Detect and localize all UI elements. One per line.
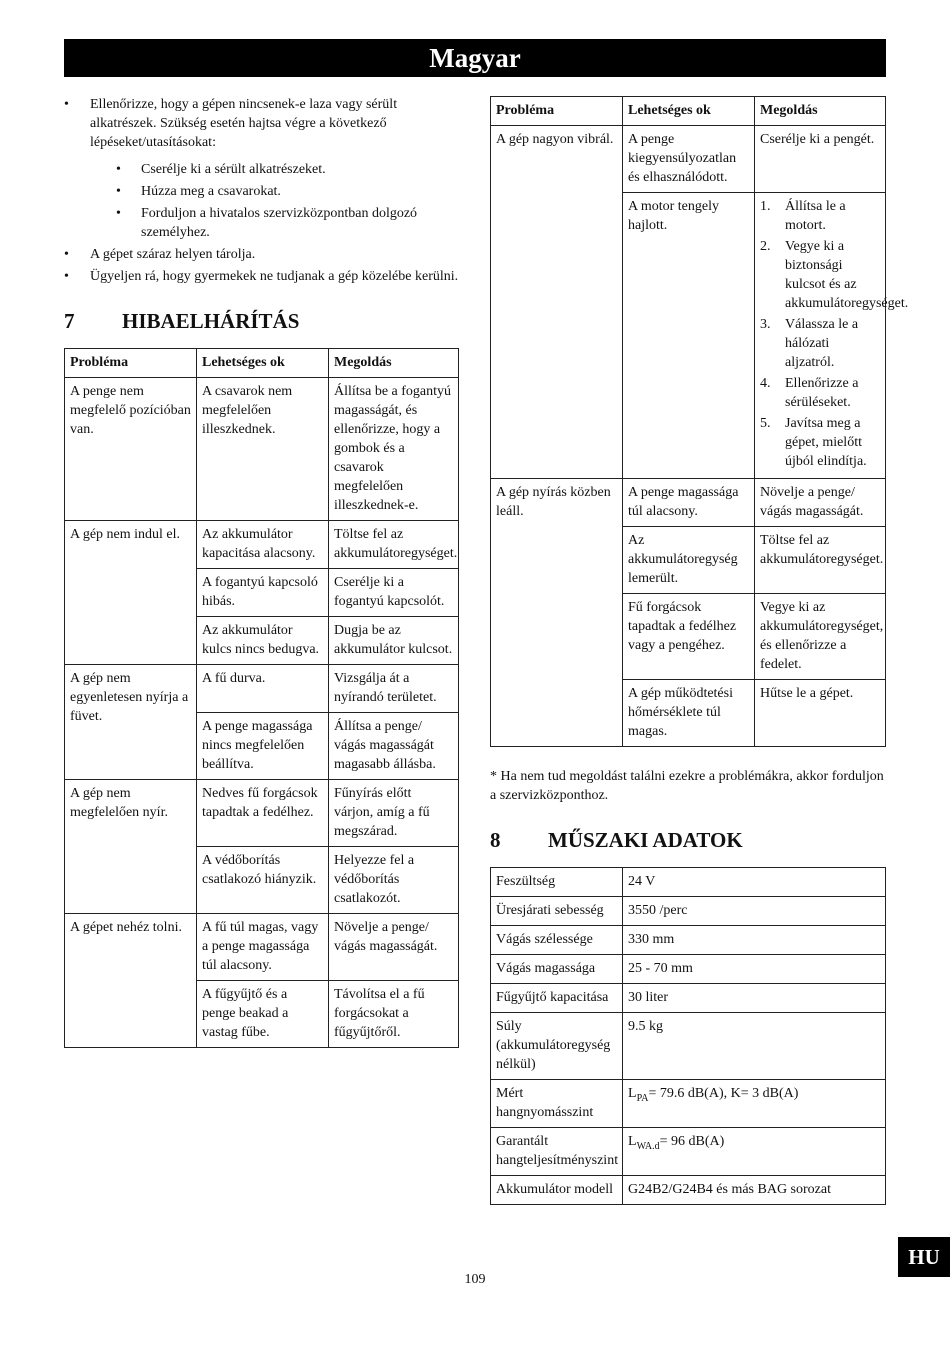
step-text: Ellenőrizze a sérüléseket. [785,376,859,410]
step-item [760,414,880,471]
troubleshooting-table-right [490,96,909,747]
spec-value: 24 V [623,868,886,897]
solution-cell: Növelje a penge/ vágás magasságát. [329,914,459,981]
step-item [760,237,909,313]
solution-cell [755,193,909,479]
cause-cell: A motor tengely hajlott. [623,193,755,479]
cause-cell: Az akkumulátor kapacitása alacsony. [197,521,329,569]
symbol: L [628,1086,637,1101]
table-row [65,914,459,981]
section-number: 7 [64,309,75,333]
cause-cell: A fű durva. [197,665,329,713]
sub-list-item: • Húzza meg a csavarokat. [116,182,459,201]
list-item: • A gépet száraz helyen tárolja. [64,245,459,264]
spec-label: Üresjárati sebesség [491,897,623,926]
cause-cell: A penge magassága nincs megfelelően beállítva. [197,713,329,780]
service-note: * Ha nem tud megoldást találni ezekre a problémákra, akkor forduljon a szervizközponthoz. [490,769,884,803]
cause-cell: Fű forgácsok tapadtak a fedélhez vagy a pengéhez. [623,594,755,680]
cause-cell: A gép működtetési hőmérséklete túl magas. [623,680,755,747]
step-item [760,197,880,235]
table-row [65,780,459,847]
symbol-subscript: WA.d [636,1140,660,1152]
section-heading-7 [64,308,459,334]
section-title: MŰSZAKI ADATOK [548,828,743,852]
solution-cell: Hűtse le a gépet. [755,680,886,747]
header-solution: Megoldás [755,97,886,126]
solution-cell: Állítsa be a fogantyú magasságát, és ellenőrizze, hogy a gombok és a csavarok megfelelően illeszkednek-e. [329,378,459,521]
spec-row [491,1176,886,1205]
spec-label: Súly (akkumulátoregység nélkül) [491,1013,623,1080]
step-text: Javítsa meg a gépet, mielőtt újból elindítja. [785,416,867,469]
spec-row [491,1080,886,1128]
list-item [64,95,459,242]
solution-cell: Fűnyírás előtt várjon, amíg a fű megszárad. [329,780,459,847]
cause-cell: A védőborítás csatlakozó hiányzik. [197,847,329,914]
spec-row [491,955,886,984]
spec-row [491,1128,886,1176]
section-title: HIBAELHÁRÍTÁS [122,309,300,333]
spec-value [623,1128,886,1176]
list-item-text: Ellenőrizze, hogy a gépen nincsenek-e laza vagy sérült alkatrészek. Szükség esetén hajtsa végre a következő lépéseket/utasításokat: [90,97,398,150]
section-heading-8 [490,827,886,853]
step-number: 4. [760,376,771,391]
step-number: 5. [760,416,771,431]
cause-cell: Nedves fű forgácsok tapadtak a fedélhez. [197,780,329,847]
cause-cell: A penge magassága túl alacsony. [623,479,755,527]
spec-label: Fűgyűjtő kapacitása [491,984,623,1013]
language-header: Magyar [64,39,886,77]
header-cause: Lehetséges ok [197,349,329,378]
header-cause: Lehetséges ok [623,97,755,126]
section-number: 8 [490,828,501,852]
step-text: Állítsa le a motort. [785,199,846,233]
solution-cell: Távolítsa el a fű forgácsokat a fűgyűjtőről. [329,981,459,1048]
sub-list-item: • Cserélje ki a sérült alkatrészeket. [116,160,459,179]
cause-cell: A fű túl magas, vagy a penge magassága túl alacsony. [197,914,329,981]
spec-value: 3550 /perc [623,897,886,926]
solution-cell: Cserélje ki a pengét. [755,126,886,193]
left-column [64,95,459,1048]
spec-label: Vágás szélessége [491,926,623,955]
spec-label: Feszültség [491,868,623,897]
header-problem: Probléma [491,97,623,126]
spec-value: G24B2/G24B4 és más BAG sorozat [623,1176,886,1205]
spec-value: 30 liter [623,984,886,1013]
header-problem: Probléma [65,349,197,378]
solution-cell: Helyezze fel a védőborítás csatlakozót. [329,847,459,914]
solution-cell: Dugja be az akkumulátor kulcsot. [329,617,459,665]
list-item: • Ügyeljen rá, hogy gyermekek ne tudjanak a gép közelébe kerülni. [64,267,459,286]
table-header-row [491,97,886,126]
table-row [491,126,886,193]
sub-list-item: • Forduljon a hivatalos szervizközpontban dolgozó személyhez. [116,204,459,242]
cause-cell: A fűgyűjtő és a penge beakad a vastag fűbe. [197,981,329,1048]
header-solution: Megoldás [329,349,459,378]
spec-value: 9.5 kg [623,1013,886,1080]
spec-value [623,1080,886,1128]
troubleshooting-table-left [64,348,459,1048]
problem-cell: A gép nem egyenletesen nyírja a füvet. [65,665,197,780]
spec-row [491,897,886,926]
problem-cell: A gépet nehéz tolni. [65,914,197,1048]
table-row [65,521,459,569]
problem-cell: A gép nagyon vibrál. [491,126,623,479]
solution-cell: Cserélje ki a fogantyú kapcsolót. [329,569,459,617]
page-number: 109 [464,1272,486,1287]
solution-cell: Vegye ki az akkumulátoregységet, és ellenőrizze a fedelet. [755,594,886,680]
table-row [65,665,459,713]
value-text: = 79.6 dB(A), K= 3 dB(A) [648,1086,799,1101]
cause-cell: Az akkumulátor kulcs nincs bedugva. [197,617,329,665]
spec-label: Mért hangnyomásszint [491,1080,623,1128]
spec-row [491,984,886,1013]
problem-cell: A gép nyírás közben leáll. [491,479,623,747]
spec-row [491,1013,886,1080]
solution-cell: Vizsgálja át a nyírandó területet. [329,665,459,713]
step-item [760,315,880,372]
cause-cell: Az akkumulátoregység lemerült. [623,527,755,594]
table-row [491,479,886,527]
sub-list [90,160,459,242]
cause-cell: A penge kiegyensúlyozatlan és elhasználódott. [623,126,755,193]
step-text: Válassza le a hálózati aljzatról. [785,317,859,370]
cause-cell: A csavarok nem megfelelően illeszkednek. [197,378,329,521]
value-text: = 96 dB(A) [659,1134,725,1149]
symbol: L [628,1134,637,1149]
language-tab: HU [898,1237,950,1277]
step-number: 1. [760,199,771,214]
step-number: 3. [760,317,771,332]
problem-cell: A gép nem indul el. [65,521,197,665]
step-text: Vegye ki a biztonsági kulcsot és az akkumulátoregységet. [785,239,909,311]
table-row [65,378,459,521]
maintenance-list [64,95,459,286]
spec-value: 25 - 70 mm [623,955,886,984]
step-item [760,374,880,412]
specs-table [490,867,886,1205]
spec-label: Garantált hangteljesítményszint [491,1128,623,1176]
spec-label: Vágás magassága [491,955,623,984]
solution-cell: Töltse fel az akkumulátoregységet. [329,521,459,569]
spec-label: Akkumulátor modell [491,1176,623,1205]
spec-value: 330 mm [623,926,886,955]
symbol-subscript: PA [636,1092,649,1104]
problem-cell: A gép nem megfelelően nyír. [65,780,197,914]
table-header-row [65,349,459,378]
solution-cell: Állítsa a penge/ vágás magasságát magasabb állásba. [329,713,459,780]
problem-cell: A penge nem megfelelő pozícióban van. [65,378,197,521]
step-number: 2. [760,239,771,254]
steps-list [760,197,909,471]
solution-cell: Töltse fel az akkumulátoregységet. [755,527,886,594]
right-column [490,96,909,1205]
solution-cell: Növelje a penge/ vágás magasságát. [755,479,886,527]
spec-row [491,926,886,955]
cause-cell: A fogantyú kapcsoló hibás. [197,569,329,617]
spec-row [491,868,886,897]
